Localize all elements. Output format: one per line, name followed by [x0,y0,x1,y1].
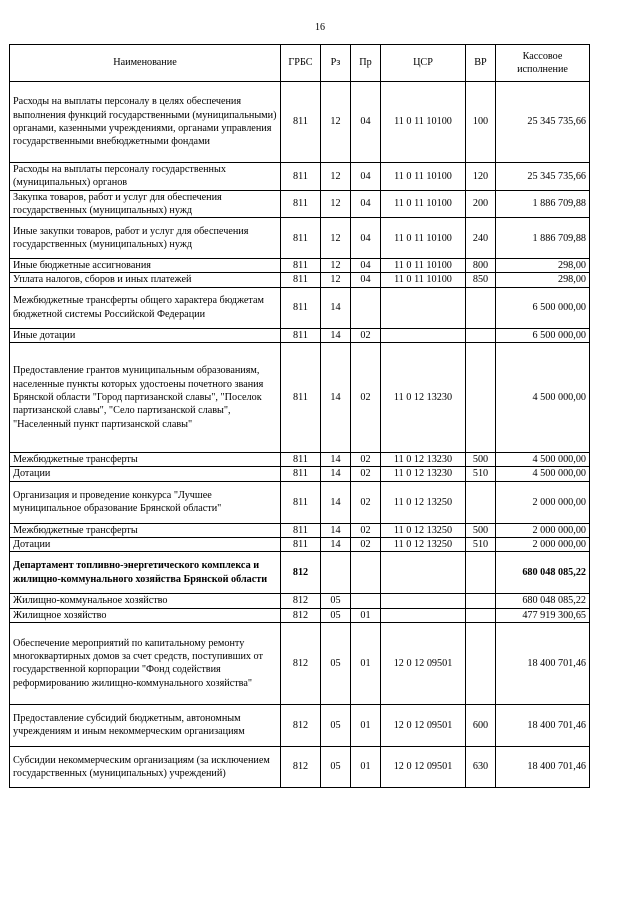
row-pr: 04 [351,163,381,191]
row-name: Дотации [10,537,281,551]
column-header-csr: ЦСР [381,45,466,82]
row-name: Расходы на выплаты персоналу в целях обеспечения выполнения функций государственными (муниципальными) органами, казенными учреждениями, органами управления государственными внебюджетными фондами [10,82,281,163]
row-rz: 05 [321,746,351,787]
row-amount: 6 500 000,00 [496,287,590,328]
row-name: Субсидии некоммерческим организациям (за исключением государственных (муниципальных) учреждений) [10,746,281,787]
table-body [10,82,590,788]
row-vr [466,328,496,342]
row-vr [466,481,496,523]
row-vr [466,622,496,704]
row-rz: 05 [321,622,351,704]
row-csr: 12 0 12 09501 [381,704,466,746]
column-header-grbs: ГРБС [281,45,321,82]
table-header-row [10,45,590,82]
row-vr: 120 [466,163,496,191]
table-row [10,343,590,453]
row-pr: 01 [351,608,381,622]
row-name: Жилищное хозяйство [10,608,281,622]
row-name: Обеспечение мероприятий по капитальному ремонту многоквартирных домов за счет средств, поступивших от государственной корпорации "Фонд содействия реформированию жилищно-коммунального хозяйства" [10,622,281,704]
row-csr [381,608,466,622]
row-grbs: 811 [281,467,321,481]
column-header-rz: Рз [321,45,351,82]
row-rz: 14 [321,287,351,328]
row-csr [381,328,466,342]
row-rz: 05 [321,704,351,746]
row-pr: 04 [351,218,381,259]
row-pr: 04 [351,259,381,273]
column-header-name: Наименование [10,45,281,82]
row-grbs: 811 [281,328,321,342]
row-grbs: 811 [281,481,321,523]
row-amount: 477 919 300,65 [496,608,590,622]
row-grbs: 811 [281,259,321,273]
row-pr: 02 [351,328,381,342]
table-row [10,523,590,537]
table-row [10,552,590,594]
row-amount: 18 400 701,46 [496,746,590,787]
row-csr: 12 0 12 09501 [381,746,466,787]
row-amount: 1 886 709,88 [496,190,590,218]
row-amount: 4 500 000,00 [496,343,590,453]
table-row [10,622,590,704]
row-csr: 11 0 11 10100 [381,163,466,191]
row-amount: 2 000 000,00 [496,537,590,551]
row-vr: 630 [466,746,496,787]
row-pr: 02 [351,453,381,467]
row-csr: 11 0 11 10100 [381,218,466,259]
row-amount: 298,00 [496,259,590,273]
row-amount: 298,00 [496,273,590,287]
table-row [10,481,590,523]
row-pr: 01 [351,622,381,704]
row-grbs: 812 [281,704,321,746]
row-grbs: 811 [281,537,321,551]
row-rz: 14 [321,467,351,481]
row-vr: 500 [466,523,496,537]
table-row [10,704,590,746]
table-row [10,82,590,163]
table-row [10,273,590,287]
row-grbs: 811 [281,453,321,467]
row-csr: 12 0 12 09501 [381,622,466,704]
table-row [10,259,590,273]
row-grbs: 811 [281,218,321,259]
row-csr: 11 0 11 10100 [381,82,466,163]
row-csr: 11 0 12 13250 [381,537,466,551]
row-rz: 05 [321,594,351,608]
row-grbs: 811 [281,163,321,191]
row-name: Уплата налогов, сборов и иных платежей [10,273,281,287]
row-rz: 05 [321,608,351,622]
row-name: Предоставление грантов муниципальным образованиям, населенные пункты которых удостоены почетного звания Брянской области "Город партизанской славы", "Поселок партизанской славы", "Село партизанской славы", "Населенный пункт партизанской славы" [10,343,281,453]
row-pr: 02 [351,537,381,551]
row-rz: 12 [321,190,351,218]
table-row [10,746,590,787]
table-row [10,190,590,218]
row-pr: 02 [351,481,381,523]
row-rz: 12 [321,218,351,259]
row-vr [466,552,496,594]
row-vr [466,594,496,608]
row-pr [351,287,381,328]
budget-table [9,44,590,788]
row-name: Межбюджетные трансферты [10,523,281,537]
row-grbs: 812 [281,552,321,594]
row-name: Предоставление субсидий бюджетным, автономным учреждениям и иным некоммерческим организациям [10,704,281,746]
row-rz: 14 [321,343,351,453]
row-name: Жилищно-коммунальное хозяйство [10,594,281,608]
page-number: 16 [315,22,325,33]
row-grbs: 811 [281,82,321,163]
row-amount: 18 400 701,46 [496,622,590,704]
table-row [10,453,590,467]
row-amount: 25 345 735,66 [496,163,590,191]
column-header-amount: Кассовое исполнение [496,45,590,82]
row-vr: 510 [466,467,496,481]
row-grbs: 811 [281,190,321,218]
row-name: Расходы на выплаты персоналу государственных (муниципальных) органов [10,163,281,191]
row-grbs: 812 [281,594,321,608]
row-name: Департамент топливно-энергетического комплекса и жилищно-коммунального хозяйства Брянской области [10,552,281,594]
row-vr [466,287,496,328]
row-grbs: 812 [281,622,321,704]
row-pr: 02 [351,523,381,537]
row-pr: 02 [351,343,381,453]
row-vr: 100 [466,82,496,163]
row-vr: 500 [466,453,496,467]
table-row [10,467,590,481]
row-csr: 11 0 12 13250 [381,481,466,523]
row-vr: 850 [466,273,496,287]
row-rz: 12 [321,163,351,191]
row-grbs: 811 [281,287,321,328]
row-csr: 11 0 12 13230 [381,467,466,481]
column-header-vr: ВР [466,45,496,82]
row-grbs: 811 [281,273,321,287]
row-rz: 12 [321,273,351,287]
row-pr: 04 [351,82,381,163]
table-row [10,163,590,191]
row-csr [381,594,466,608]
row-name: Организация и проведение конкурса "Лучшее муниципальное образование Брянской области" [10,481,281,523]
row-pr: 02 [351,467,381,481]
row-pr: 01 [351,746,381,787]
row-csr: 11 0 11 10100 [381,259,466,273]
row-name: Иные закупки товаров, работ и услуг для обеспечения государственных (муниципальных) нужд [10,218,281,259]
row-pr: 04 [351,273,381,287]
row-csr: 11 0 12 13230 [381,343,466,453]
row-amount: 2 000 000,00 [496,481,590,523]
row-name: Иные дотации [10,328,281,342]
table-row [10,608,590,622]
row-amount: 680 048 085,22 [496,552,590,594]
row-grbs: 811 [281,343,321,453]
row-vr [466,608,496,622]
column-header-pr: Пр [351,45,381,82]
row-csr: 11 0 11 10100 [381,190,466,218]
row-amount: 6 500 000,00 [496,328,590,342]
row-rz [321,552,351,594]
row-name: Межбюджетные трансферты общего характера бюджетам бюджетной системы Российской Федерации [10,287,281,328]
row-csr [381,287,466,328]
row-rz: 14 [321,523,351,537]
table-row [10,328,590,342]
row-rz: 14 [321,481,351,523]
row-amount: 25 345 735,66 [496,82,590,163]
table-row [10,218,590,259]
row-amount: 2 000 000,00 [496,523,590,537]
row-grbs: 812 [281,608,321,622]
row-rz: 14 [321,328,351,342]
row-amount: 1 886 709,88 [496,218,590,259]
row-vr: 600 [466,704,496,746]
row-amount: 4 500 000,00 [496,453,590,467]
row-pr [351,594,381,608]
row-vr: 800 [466,259,496,273]
row-vr: 240 [466,218,496,259]
row-amount: 18 400 701,46 [496,704,590,746]
row-name: Межбюджетные трансферты [10,453,281,467]
row-vr: 200 [466,190,496,218]
row-rz: 12 [321,259,351,273]
row-csr: 11 0 12 13230 [381,453,466,467]
table-row [10,594,590,608]
row-csr: 11 0 11 10100 [381,273,466,287]
row-csr: 11 0 12 13250 [381,523,466,537]
row-vr [466,343,496,453]
row-rz: 14 [321,453,351,467]
row-name: Дотации [10,467,281,481]
row-vr: 510 [466,537,496,551]
table-row [10,537,590,551]
row-csr [381,552,466,594]
row-pr: 01 [351,704,381,746]
row-grbs: 812 [281,746,321,787]
row-rz: 12 [321,82,351,163]
row-pr: 04 [351,190,381,218]
table-row [10,287,590,328]
row-grbs: 811 [281,523,321,537]
row-rz: 14 [321,537,351,551]
row-amount: 4 500 000,00 [496,467,590,481]
row-pr [351,552,381,594]
row-amount: 680 048 085,22 [496,594,590,608]
row-name: Иные бюджетные ассигнования [10,259,281,273]
row-name: Закупка товаров, работ и услуг для обеспечения государственных (муниципальных) нужд [10,190,281,218]
